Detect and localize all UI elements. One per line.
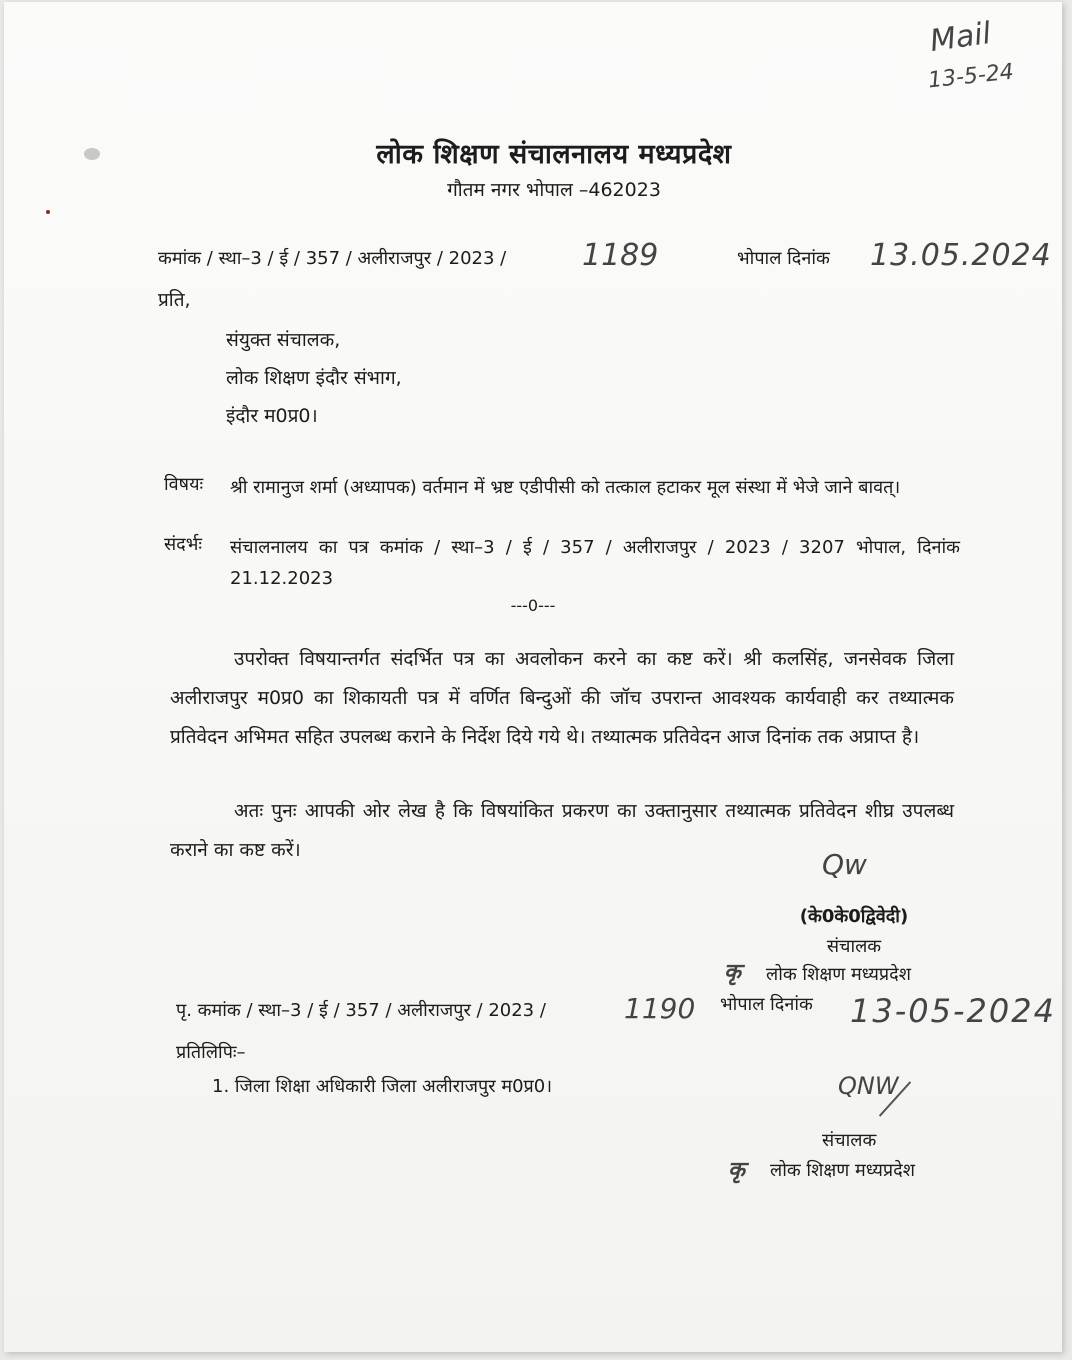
handwritten-mail-note: Mail [927, 15, 994, 60]
copy-reference-number: पृ. कमांक / स्था–3 / ई / 357 / अलीराजपुर / 2023 / [176, 1000, 546, 1021]
subject-label: विषयः [164, 474, 204, 495]
handwritten-copy-reference-number: 1190 [624, 992, 696, 1025]
body-paragraph: अतः पुनः आपकी ओर लेख है कि विषयांकित प्रकरण का उक्तानुसार तथ्यात्मक प्रतिवेदन शीघ्र उपलब्ध कराने का कष्ट करें। [170, 800, 954, 861]
recipient-line: संयुक्त संचालक, [226, 329, 341, 351]
copy-date-label: भोपाल दिनांक [720, 994, 813, 1015]
recipient-line: लोक शिक्षण इंदौर संभाग, [226, 367, 402, 389]
separator: ---0--- [510, 596, 556, 615]
copy-recipient-item: 1. जिला शिक्षा अधिकारी जिला अलीराजपुर म0प्र0। [212, 1076, 553, 1097]
copy-for-mark: कृ [728, 1158, 745, 1183]
date-label: भोपाल दिनांक [737, 248, 830, 269]
letter-page [4, 2, 1062, 1352]
reference-number: कमांक / स्था–3 / ई / 357 / अलीराजपुर / 2023 / [158, 248, 507, 269]
handwritten-mail-date: 13-5-24 [926, 59, 1015, 94]
body-paragraph: उपरोक्त विषयान्तर्गत संदर्भित पत्र का अवलोकन करने का कष्ट करें। श्री कलसिंह, जनसेवक जिला अलीराजपुर म0प्र0 का शिकायती पत्र में वर्णित बिन्दुओं की जॉच उपरान्त आवश्यक कार्यवाही कर तथ्यात्मक प्रतिवेदन अभिमत सहित उपलब्ध कराने के निर्देश दिये गये थे। तथ्यात्मक प्रतिवेदन आज दिनांक तक अप्राप्त है। [170, 648, 954, 748]
for-mark: कृ [724, 960, 741, 985]
director-signature: Qw [822, 848, 867, 881]
organisation-title: लोक शिक्षण संचालनालय मध्यप्रदेश [376, 139, 732, 170]
margin-dot [46, 210, 50, 214]
copy-signatory-designation: संचालक [822, 1130, 877, 1151]
subject-text: श्री रामानुज शर्मा (अध्यापक) वर्तमान में भ्रष्ट एडीपीसी को तत्काल हटाकर मूल संस्था में भेजे जाने बावत्। [230, 477, 901, 498]
handwritten-date: 13.05.2024 [870, 238, 1052, 273]
copy-signatory-department: लोक शिक्षण मध्यप्रदेश [770, 1160, 915, 1181]
handwritten-reference-number: 1189 [582, 238, 659, 273]
reference-letter-label: संदर्भः [164, 534, 203, 555]
reference-letter-text: संचालनालय का पत्र कमांक / स्था–3 / ई / 357 / अलीराजपुर / 2023 / 3207 भोपाल, दिनांक 21.12.2023 [230, 537, 960, 589]
copy-to-label: प्रतिलिपिः– [176, 1042, 246, 1063]
organisation-address: गौतम नगर भोपाल –462023 [447, 179, 661, 201]
signatory-name: (के0के0द्विवेदी) [799, 906, 909, 927]
signatory-department: लोक शिक्षण मध्यप्रदेश [766, 964, 911, 985]
to-label: प्रति, [158, 289, 191, 311]
signatory-designation: संचालक [826, 936, 882, 957]
recipient-line: इंदौर म0प्र0। [226, 405, 318, 427]
handwritten-copy-date: 13-05-2024 [850, 992, 1056, 1030]
copy-signature: QNW [838, 1072, 899, 1100]
